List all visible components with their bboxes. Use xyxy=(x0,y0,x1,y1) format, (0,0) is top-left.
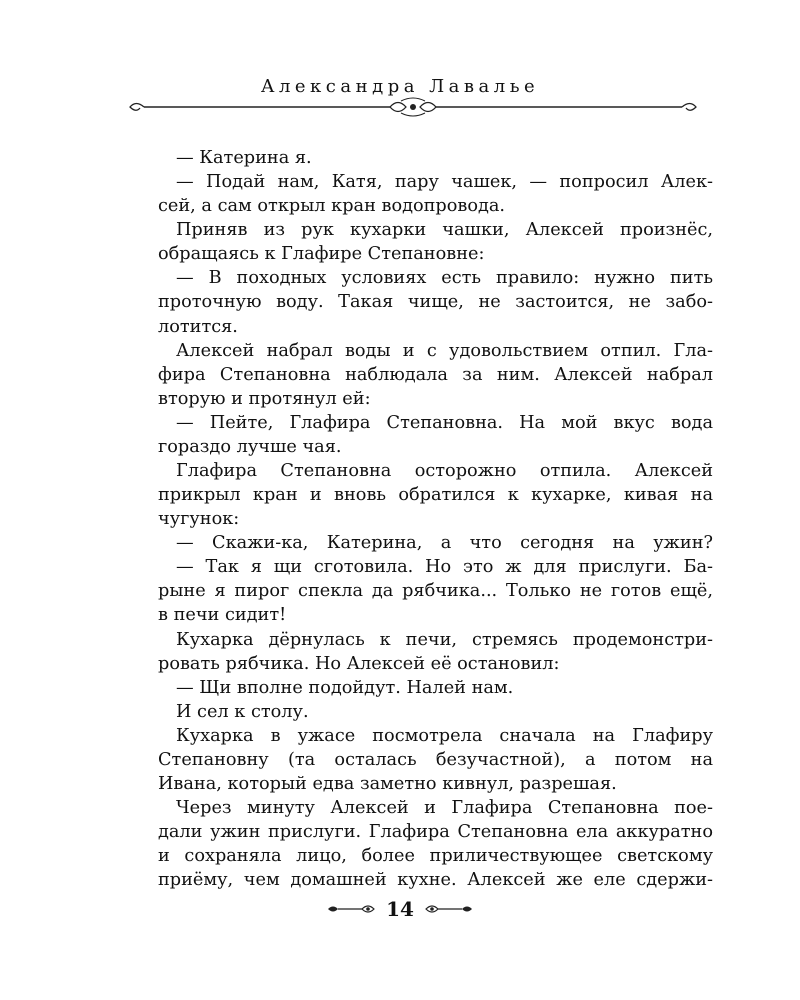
text-line: дали ужин прислуги. Глафира Степановна ела аккуратно xyxy=(158,822,713,843)
text-line: Ивана, который едва заметно кивнул, разрешая. xyxy=(158,774,617,795)
left-ornament xyxy=(326,902,378,916)
page-number: 14 xyxy=(386,897,414,921)
text-line: чугунок: xyxy=(158,509,240,530)
text-line: И сел к столу. xyxy=(176,701,309,722)
text-line: — Катерина я. xyxy=(176,148,312,168)
text-line: в печи сидит! xyxy=(158,605,287,626)
running-header: Александра Лавалье xyxy=(260,76,540,97)
page-footer xyxy=(0,894,800,924)
text-line: Через минуту Алексей и Глафира Степановна пое- xyxy=(176,798,713,819)
text-line: проточную воду. Такая чище, не застоится, не забо- xyxy=(158,292,713,313)
text-line: прикрыл кран и вновь обратился к кухарке, кивая на xyxy=(158,485,713,506)
text-line: фира Степановна наблюдала за ним. Алексей набрал xyxy=(158,364,713,385)
text-line: вторую и протянул ей: xyxy=(158,388,371,409)
text-line: Кухарка в ужасе посмотрела сначала на Глафиру xyxy=(176,725,713,746)
text-line: гораздо лучше чая. xyxy=(158,436,342,457)
text-line: Кухарка дёрнулась к печи, стремясь продемонстри- xyxy=(176,629,713,650)
text-line: обращаясь к Глафире Степановне: xyxy=(158,244,485,265)
text-line: Степановну (та осталась безучастной), а потом на xyxy=(158,749,713,770)
text-line: Алексей набрал воды и с удовольствием отпил. Гла- xyxy=(176,340,713,361)
text-line: сей, а сам открыл кран водопровода. xyxy=(158,196,506,217)
text-line: приёму, чем домашней кухне. Алексей же еле сдержи- xyxy=(158,870,713,891)
text-line: Глафира Степановна осторожно отпила. Алексей xyxy=(176,461,713,482)
right-ornament xyxy=(422,902,474,916)
text-line: лотится. xyxy=(158,316,238,337)
text-line: ровать рябчика. Но Алексей её остановил: xyxy=(158,653,560,674)
text-line: — В походных условиях есть правило: нужно пить xyxy=(176,268,713,289)
text-line: — Пейте, Глафира Степановна. На мой вкус вода xyxy=(176,412,713,433)
body-text xyxy=(158,146,713,892)
header-ornament xyxy=(126,97,700,117)
text-line: рыне я пирог спекла да рябчика... Только не готов ещё, xyxy=(158,581,713,602)
text-line: — Щи вполне подойдут. Налей нам. xyxy=(176,677,514,698)
text-line: и сохраняла лицо, более приличествующее светскому xyxy=(158,846,713,867)
text-line: — Так я щи сготовила. Но это ж для прислуги. Ба- xyxy=(176,557,713,578)
text-line: — Подай нам, Катя, пару чашек, — попросил Алек- xyxy=(176,172,713,193)
text-line: — Скажи-ка, Катерина, а что сегодня на ужин? xyxy=(176,533,713,554)
text-line: Приняв из рук кухарки чашки, Алексей произнёс, xyxy=(176,220,713,241)
